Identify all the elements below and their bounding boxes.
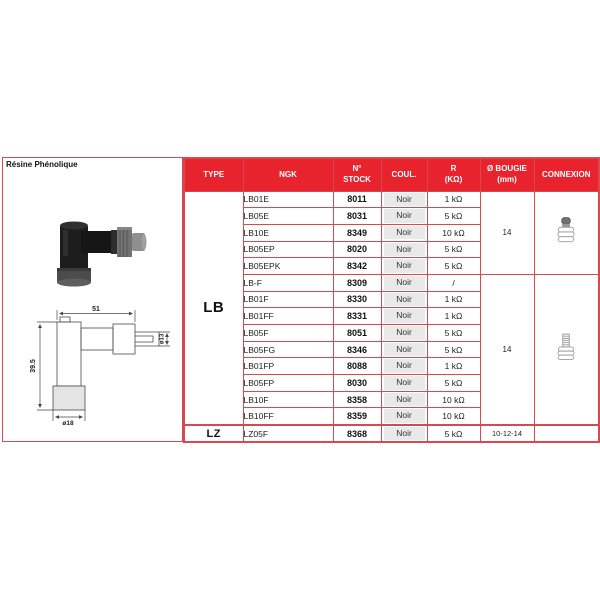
color-cell: Noir	[381, 375, 427, 392]
col-header-coul: COUL.	[381, 158, 427, 191]
color-cell: Noir	[381, 191, 427, 208]
color-cell: Noir	[381, 224, 427, 241]
resistance-cell: 1 kΩ	[427, 308, 480, 325]
ngk-cell: LZ05F	[243, 425, 333, 443]
color-cell: Noir	[381, 208, 427, 225]
resistance-cell: 10 kΩ	[427, 408, 480, 425]
resistance-cell: 5 kΩ	[427, 425, 480, 443]
stock-cell: 8051	[333, 325, 381, 342]
stock-cell: 8358	[333, 391, 381, 408]
resistance-cell: 5 kΩ	[427, 241, 480, 258]
col-header-stock: N° STOCK	[333, 158, 381, 191]
threaded-stud-icon	[554, 333, 578, 361]
table-row	[184, 274, 599, 291]
stock-cell: 8011	[333, 191, 381, 208]
ngk-cell: LB05E	[243, 208, 333, 225]
color-cell: Noir	[381, 358, 427, 375]
table-row	[184, 425, 599, 443]
bougie-group-1: 14	[480, 191, 534, 274]
ngk-cell: LB10E	[243, 224, 333, 241]
bougie-group-2: 14	[480, 274, 534, 425]
product-table	[183, 157, 600, 443]
resistance-cell: 5 kΩ	[427, 258, 480, 275]
table-header-row	[184, 158, 599, 191]
stock-cell: 8359	[333, 408, 381, 425]
stock-cell: 8331	[333, 308, 381, 325]
stock-cell: 8031	[333, 208, 381, 225]
type-group-lb: LB	[184, 191, 243, 425]
ngk-cell: LB10FF	[243, 408, 333, 425]
color-cell: Noir	[381, 408, 427, 425]
col-header-bougie: Ø BOUGIE (mm)	[480, 158, 534, 191]
ngk-cell: LB05EP	[243, 241, 333, 258]
connexion-group-1	[534, 191, 599, 274]
ngk-cell: LB05EPK	[243, 258, 333, 275]
stock-cell: 8349	[333, 224, 381, 241]
bougie-cell-lz: 10-12-14	[480, 425, 534, 443]
ngk-cell: LB01FP	[243, 358, 333, 375]
ngk-cell: LB05F	[243, 325, 333, 342]
ngk-cell: LB05FG	[243, 341, 333, 358]
color-cell: Noir	[381, 241, 427, 258]
resistance-cell: 1 kΩ	[427, 191, 480, 208]
resistance-cell: 5 kΩ	[427, 208, 480, 225]
product-panel	[2, 157, 183, 442]
color-cell: Noir	[381, 308, 427, 325]
color-cell: Noir	[381, 258, 427, 275]
terminal-nut-icon	[554, 216, 578, 244]
resistance-cell: 10 kΩ	[427, 224, 480, 241]
stock-cell: 8309	[333, 274, 381, 291]
ngk-cell: LB01FF	[243, 308, 333, 325]
color-cell: Noir	[381, 274, 427, 291]
resistance-cell: 1 kΩ	[427, 291, 480, 308]
color-cell: Noir	[381, 291, 427, 308]
stock-cell: 8342	[333, 258, 381, 275]
resistance-cell: 1 kΩ	[427, 358, 480, 375]
connexion-group-2	[534, 274, 599, 425]
color-cell: Noir	[381, 391, 427, 408]
resistance-cell: 5 kΩ	[427, 341, 480, 358]
connexion-cell-empty	[534, 425, 599, 443]
color-cell: Noir	[381, 325, 427, 342]
technical-drawing	[17, 302, 173, 426]
dim-base-diameter-label: ø18	[62, 420, 74, 426]
ngk-cell: LB-F	[243, 274, 333, 291]
ngk-cell: LB10F	[243, 391, 333, 408]
ngk-cell: LB01F	[243, 291, 333, 308]
col-header-resistance: R (KΩ)	[427, 158, 480, 191]
col-header-ngk: NGK	[243, 158, 333, 191]
color-cell: Noir	[381, 341, 427, 358]
color-cell: Noir	[381, 425, 427, 443]
stock-cell: 8020	[333, 241, 381, 258]
material-label: Résine Phénolique	[6, 160, 78, 169]
resistance-cell: /	[427, 274, 480, 291]
stock-cell: 8030	[333, 375, 381, 392]
col-header-type: TYPE	[184, 158, 243, 191]
dim-height-label: 39.5	[30, 359, 37, 373]
dim-length-label: 51	[92, 306, 100, 313]
dim-tip-diameter-label: ø13	[159, 333, 166, 345]
stock-cell: 8330	[333, 291, 381, 308]
resistance-cell: 10 kΩ	[427, 391, 480, 408]
table-row	[184, 191, 599, 208]
resistance-cell: 5 kΩ	[427, 325, 480, 342]
ngk-cell: LB05FP	[243, 375, 333, 392]
col-header-connexion: CONNEXION	[534, 158, 599, 191]
stock-cell: 8368	[333, 425, 381, 443]
product-photo	[51, 218, 151, 290]
stock-cell: 8346	[333, 341, 381, 358]
type-group-lz: LZ	[184, 425, 243, 443]
ngk-cell: LB01E	[243, 191, 333, 208]
resistance-cell: 5 kΩ	[427, 375, 480, 392]
stock-cell: 8088	[333, 358, 381, 375]
